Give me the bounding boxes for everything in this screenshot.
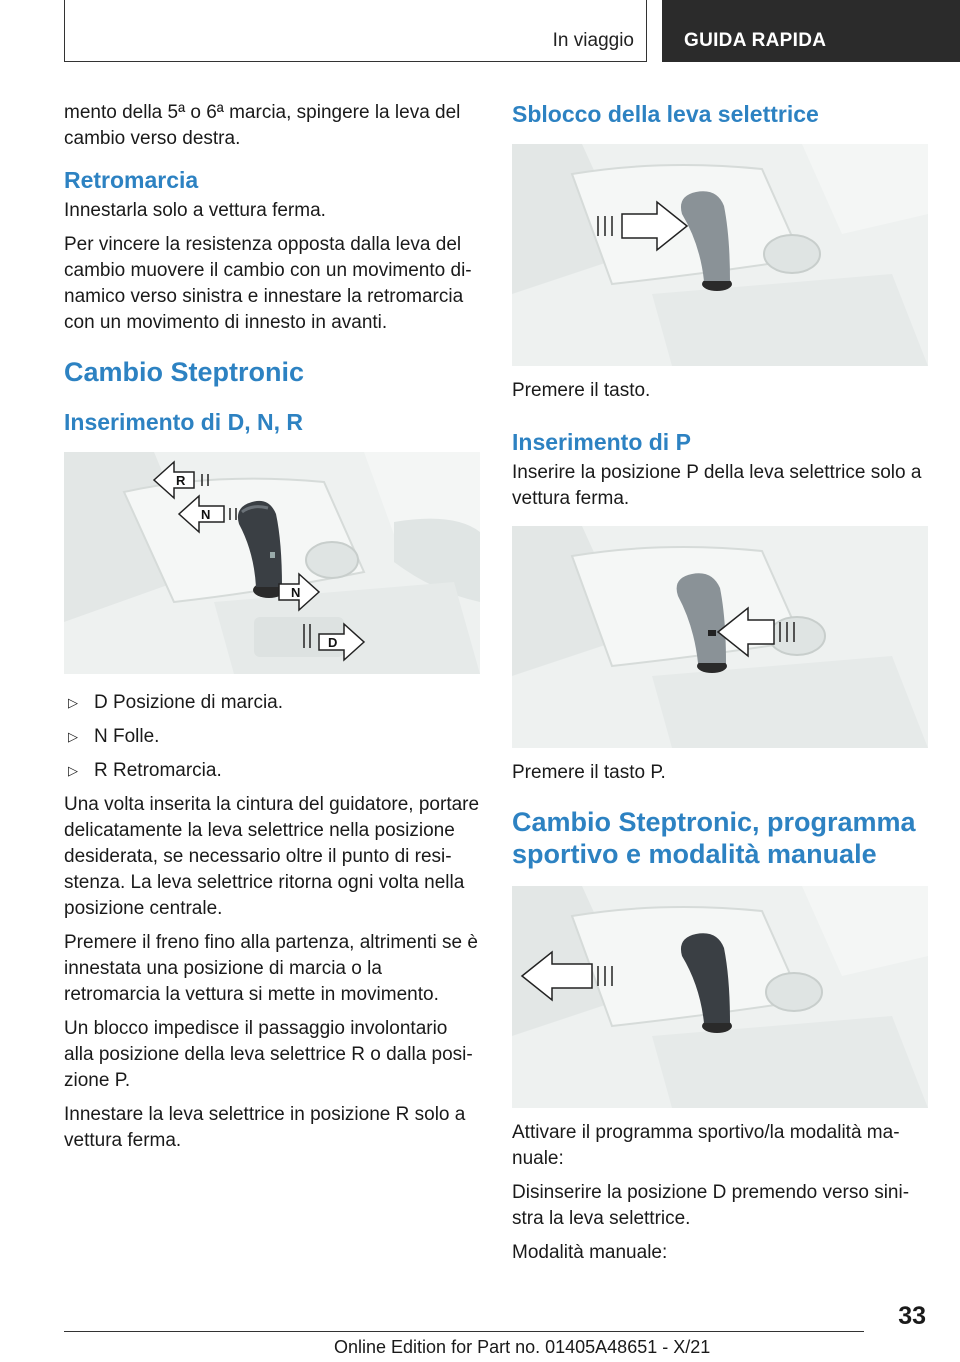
footer-edition: Online Edition for Part no. 01405A48651 - X/21 — [334, 1337, 711, 1357]
figure-label-n-upper: N — [201, 507, 211, 522]
page-number: 33 — [898, 1302, 926, 1330]
triangle-bullet-icon: ▷ — [68, 695, 78, 710]
triangle-bullet-icon: ▷ — [68, 763, 78, 778]
intro-paragraph: mento della 5ª o 6ª marcia, spingere la leva del cambio verso destra. — [64, 102, 461, 149]
gear-positions-list — [64, 690, 480, 784]
list-item: ▷ R Retromarcia. — [64, 758, 480, 784]
figure-label-n-lower: N — [291, 585, 301, 600]
figure-lever-sport-mode — [512, 886, 928, 1108]
sport-paragraph-3: Modalità manuale: — [512, 1242, 668, 1263]
figure-label-d: D — [328, 635, 338, 650]
reverse-paragraph-2: Per vincere la resistenza opposta dalla leva del cambio muovere il cambio con un movimento di‐namico verso sinistra e innestare la retromarcia con un movimento di innesto in avanti. — [64, 234, 472, 333]
sport-paragraph-2: Disinserire la posizione D premendo verso sini‐stra la leva selettrice. — [512, 1182, 910, 1229]
figure-label-r: R — [176, 473, 186, 488]
steptronic-paragraph-4: Innestare la leva selettrice in posizione R solo a vettura ferma. — [64, 1104, 466, 1151]
header-chapter-tab[interactable] — [662, 0, 960, 62]
figure-lever-p-button — [512, 526, 928, 748]
footer-divider — [64, 1331, 864, 1332]
heading-unlock-lever: Sblocco della leva selettrice — [512, 101, 819, 127]
list-item: ▷ D Posizione di marcia. — [64, 690, 480, 716]
heading-insert-p: Inserimento di P — [512, 429, 691, 455]
park-paragraph-1: Inserire la posizione P della leva selettrice solo a vettura ferma. — [512, 462, 922, 509]
header-section-box — [64, 0, 647, 62]
sport-paragraph-1: Attivare il programma sportivo/la modalità ma‐nuale: — [512, 1122, 900, 1169]
heading-steptronic: Cambio Steptronic — [64, 357, 305, 387]
header-chapter-title: GUIDA RAPIDA — [684, 30, 827, 51]
left-column — [64, 100, 480, 1162]
header-section-title: In viaggio — [552, 30, 634, 51]
unlock-caption: Premere il tasto. — [512, 380, 651, 401]
heading-insert-dnr: Inserimento di D, N, R — [64, 409, 303, 435]
steptronic-paragraph-1: Una volta inserita la cintura del guidatore, portare delicatamente la leva selettrice nella posizione desiderata, se necessario oltre il punto di resi‐stenza. La leva selettrice ritorna ogni volta nella posizione centrale. — [64, 794, 480, 919]
steptronic-paragraph-2: Premere il freno fino alla partenza, altrimenti se è innestata una posizione di marcia o la retromarcia la vettura si mette in movimento. — [64, 932, 478, 1005]
triangle-bullet-icon: ▷ — [68, 729, 78, 744]
heading-reverse: Retromarcia — [64, 167, 199, 193]
park-caption: Premere il tasto P. — [512, 762, 666, 783]
right-column — [512, 100, 928, 1274]
figure-lever-unlock-button — [512, 144, 928, 366]
list-item: ▷ N Folle. — [64, 724, 480, 750]
heading-sport-manual: Cambio Steptronic, programma sportivo e modalità manuale — [512, 807, 916, 869]
figure-gear-lever-dnr — [64, 452, 480, 674]
steptronic-paragraph-3: Un blocco impedisce il passaggio involontario alla posizione della leva selettrice R o dalla posi‐zione P. — [64, 1018, 473, 1091]
reverse-paragraph-1: Innestarla solo a vettura ferma. — [64, 200, 326, 221]
